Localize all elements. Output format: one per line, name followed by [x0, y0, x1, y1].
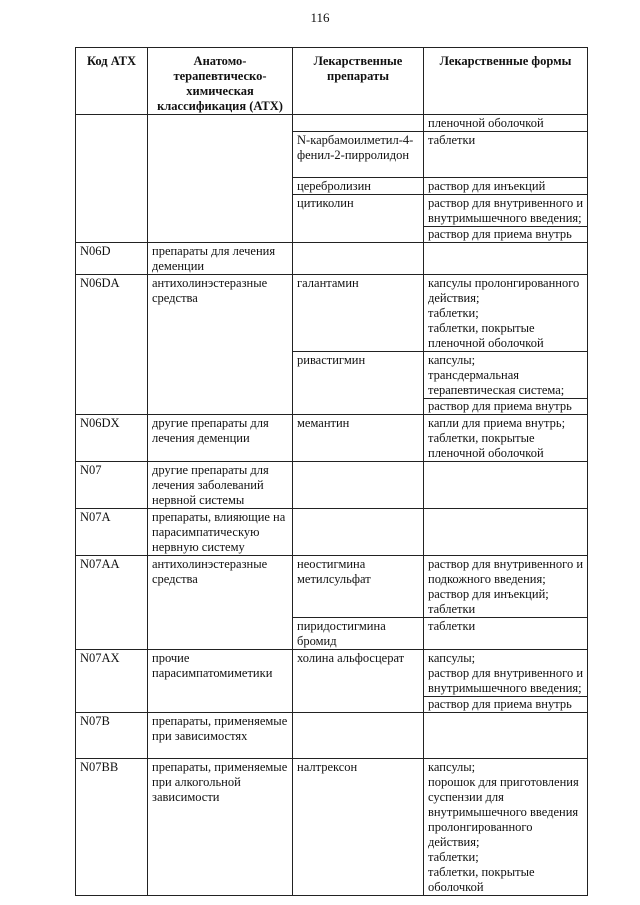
classification-cell: препараты для лечения деменции: [148, 243, 293, 275]
atc-code-cell: N06DX: [76, 415, 148, 462]
drug-cell: мемантин: [293, 415, 424, 462]
drug-cell: неостигмина метилсульфат: [293, 556, 424, 618]
classification-cell: антихолинэстеразные средства: [148, 556, 293, 650]
atc-code-cell: N07A: [76, 509, 148, 556]
atc-code-cell: N07BB: [76, 759, 148, 896]
classification-cell: препараты, влияющие на парасимпатическую нервную систему: [148, 509, 293, 556]
dosage-form-cell: [424, 759, 588, 896]
table-row: [76, 462, 588, 509]
header-atc-code: Код АТХ: [76, 48, 148, 115]
dosage-form-line: таблетки;: [428, 850, 479, 864]
dosage-form-line: капсулы;: [428, 353, 476, 367]
classification-cell: другие препараты для лечения заболеваний нервной системы: [148, 462, 293, 509]
dosage-form-line: таблетки: [428, 619, 476, 633]
table-row: [76, 415, 588, 462]
dosage-form-line: таблетки: [428, 602, 476, 616]
table-row: [76, 509, 588, 556]
table-row: [76, 556, 588, 618]
dosage-form-line: таблетки;: [428, 306, 479, 320]
drug-cell: холина альфосцерат: [293, 650, 424, 713]
dosage-form-cell: [424, 195, 588, 243]
dosage-form-line: капсулы пролонгированного действия;: [428, 276, 580, 305]
dosage-form-line: таблетки: [428, 133, 476, 147]
dosage-form-cell: [424, 713, 588, 759]
drug-cell: [293, 462, 424, 509]
dosage-form-line: порошок для приготовления суспензии для внутримышечного введения пролонгированного действия;: [428, 775, 579, 849]
dosage-form-line: таблетки, покрытые оболочкой: [428, 865, 535, 894]
dosage-form-line: таблетки, покрытые пленочной оболочкой: [428, 321, 544, 350]
dosage-form-line: раствор для инъекций;: [428, 587, 549, 601]
dosage-form-line: капсулы;: [428, 651, 476, 665]
dosage-form-cell: [424, 462, 588, 509]
classification-cell: препараты, применяемые при алкогольной зависимости: [148, 759, 293, 896]
dosage-form-line: трансдермальная терапевтическая система;: [424, 368, 587, 399]
dosage-form-line: раствор для приема внутрь: [428, 399, 572, 413]
table-row: [76, 650, 588, 713]
dosage-form-cell: [424, 556, 588, 618]
header-drugs: Лекарственные препараты: [293, 48, 424, 115]
drug-cell: галантамин: [293, 275, 424, 352]
drug-cell: ривастигмин: [293, 352, 424, 415]
atc-code-cell: N07AA: [76, 556, 148, 650]
dosage-form-cell: [424, 650, 588, 713]
drug-cell: налтрексон: [293, 759, 424, 896]
dosage-form-line: раствор для внутривенного и подкожного введения;: [428, 557, 584, 586]
drug-cell: N-карбамоилметил-4-фенил-2-пирролидон: [293, 132, 424, 178]
drug-cell: пиридостигмина бромид: [293, 618, 424, 650]
table-header-row: [76, 48, 588, 115]
dosage-form-cell: [424, 275, 588, 352]
header-dosage-forms: Лекарственные формы: [424, 48, 588, 115]
classification-cell: антихолинэстеразные средства: [148, 275, 293, 415]
classification-cell: [148, 115, 293, 243]
dosage-form-cell: [424, 509, 588, 556]
atc-code-cell: N07AX: [76, 650, 148, 713]
table-row: [76, 275, 588, 352]
dosage-form-line: капли для приема внутрь;: [428, 416, 566, 430]
atc-code-cell: [76, 115, 148, 243]
dosage-form-line: раствор для приема внутрь: [428, 227, 572, 241]
atc-code-cell: N06D: [76, 243, 148, 275]
table-row: [76, 243, 588, 275]
dosage-form-line: раствор для приема внутрь: [428, 697, 572, 711]
drug-cell: церебролизин: [293, 178, 424, 195]
classification-cell: другие препараты для лечения деменции: [148, 415, 293, 462]
dosage-form-cell: [424, 243, 588, 275]
dosage-form-line: пленочной оболочкой: [428, 116, 544, 130]
table-row: [76, 759, 588, 896]
dosage-form-cell: [424, 352, 588, 415]
dosage-form-line: раствор для инъекций: [428, 179, 546, 193]
classification-cell: прочие парасимпатомиметики: [148, 650, 293, 713]
dosage-form-line: капсулы;: [428, 760, 476, 774]
drug-cell: [293, 713, 424, 759]
dosage-form-line: раствор для внутривенного и внутримышечного введения;: [424, 666, 587, 697]
dosage-form-line: таблетки, покрытые пленочной оболочкой: [428, 431, 544, 460]
classification-cell: препараты, применяемые при зависимостях: [148, 713, 293, 759]
header-atc-classification: Анатомо-терапевтическо-химическая классификация (АТХ): [148, 48, 293, 115]
atc-code-cell: N06DA: [76, 275, 148, 415]
atc-code-cell: N07B: [76, 713, 148, 759]
page-number: 116: [310, 10, 330, 25]
dosage-form-cell: [424, 618, 588, 650]
drug-cell: [293, 243, 424, 275]
table-row: [76, 115, 588, 132]
atc-code-cell: N07: [76, 462, 148, 509]
dosage-form-cell: [424, 115, 588, 132]
atc-table: [75, 47, 588, 896]
drug-cell: цитиколин: [293, 195, 424, 243]
drug-cell: [293, 115, 424, 132]
table-row: [76, 713, 588, 759]
dosage-form-cell: [424, 415, 588, 462]
dosage-form-cell: [424, 132, 588, 178]
dosage-form-cell: [424, 178, 588, 195]
dosage-form-line: раствор для внутривенного и внутримышечного введения;: [424, 196, 587, 227]
drug-cell: [293, 509, 424, 556]
